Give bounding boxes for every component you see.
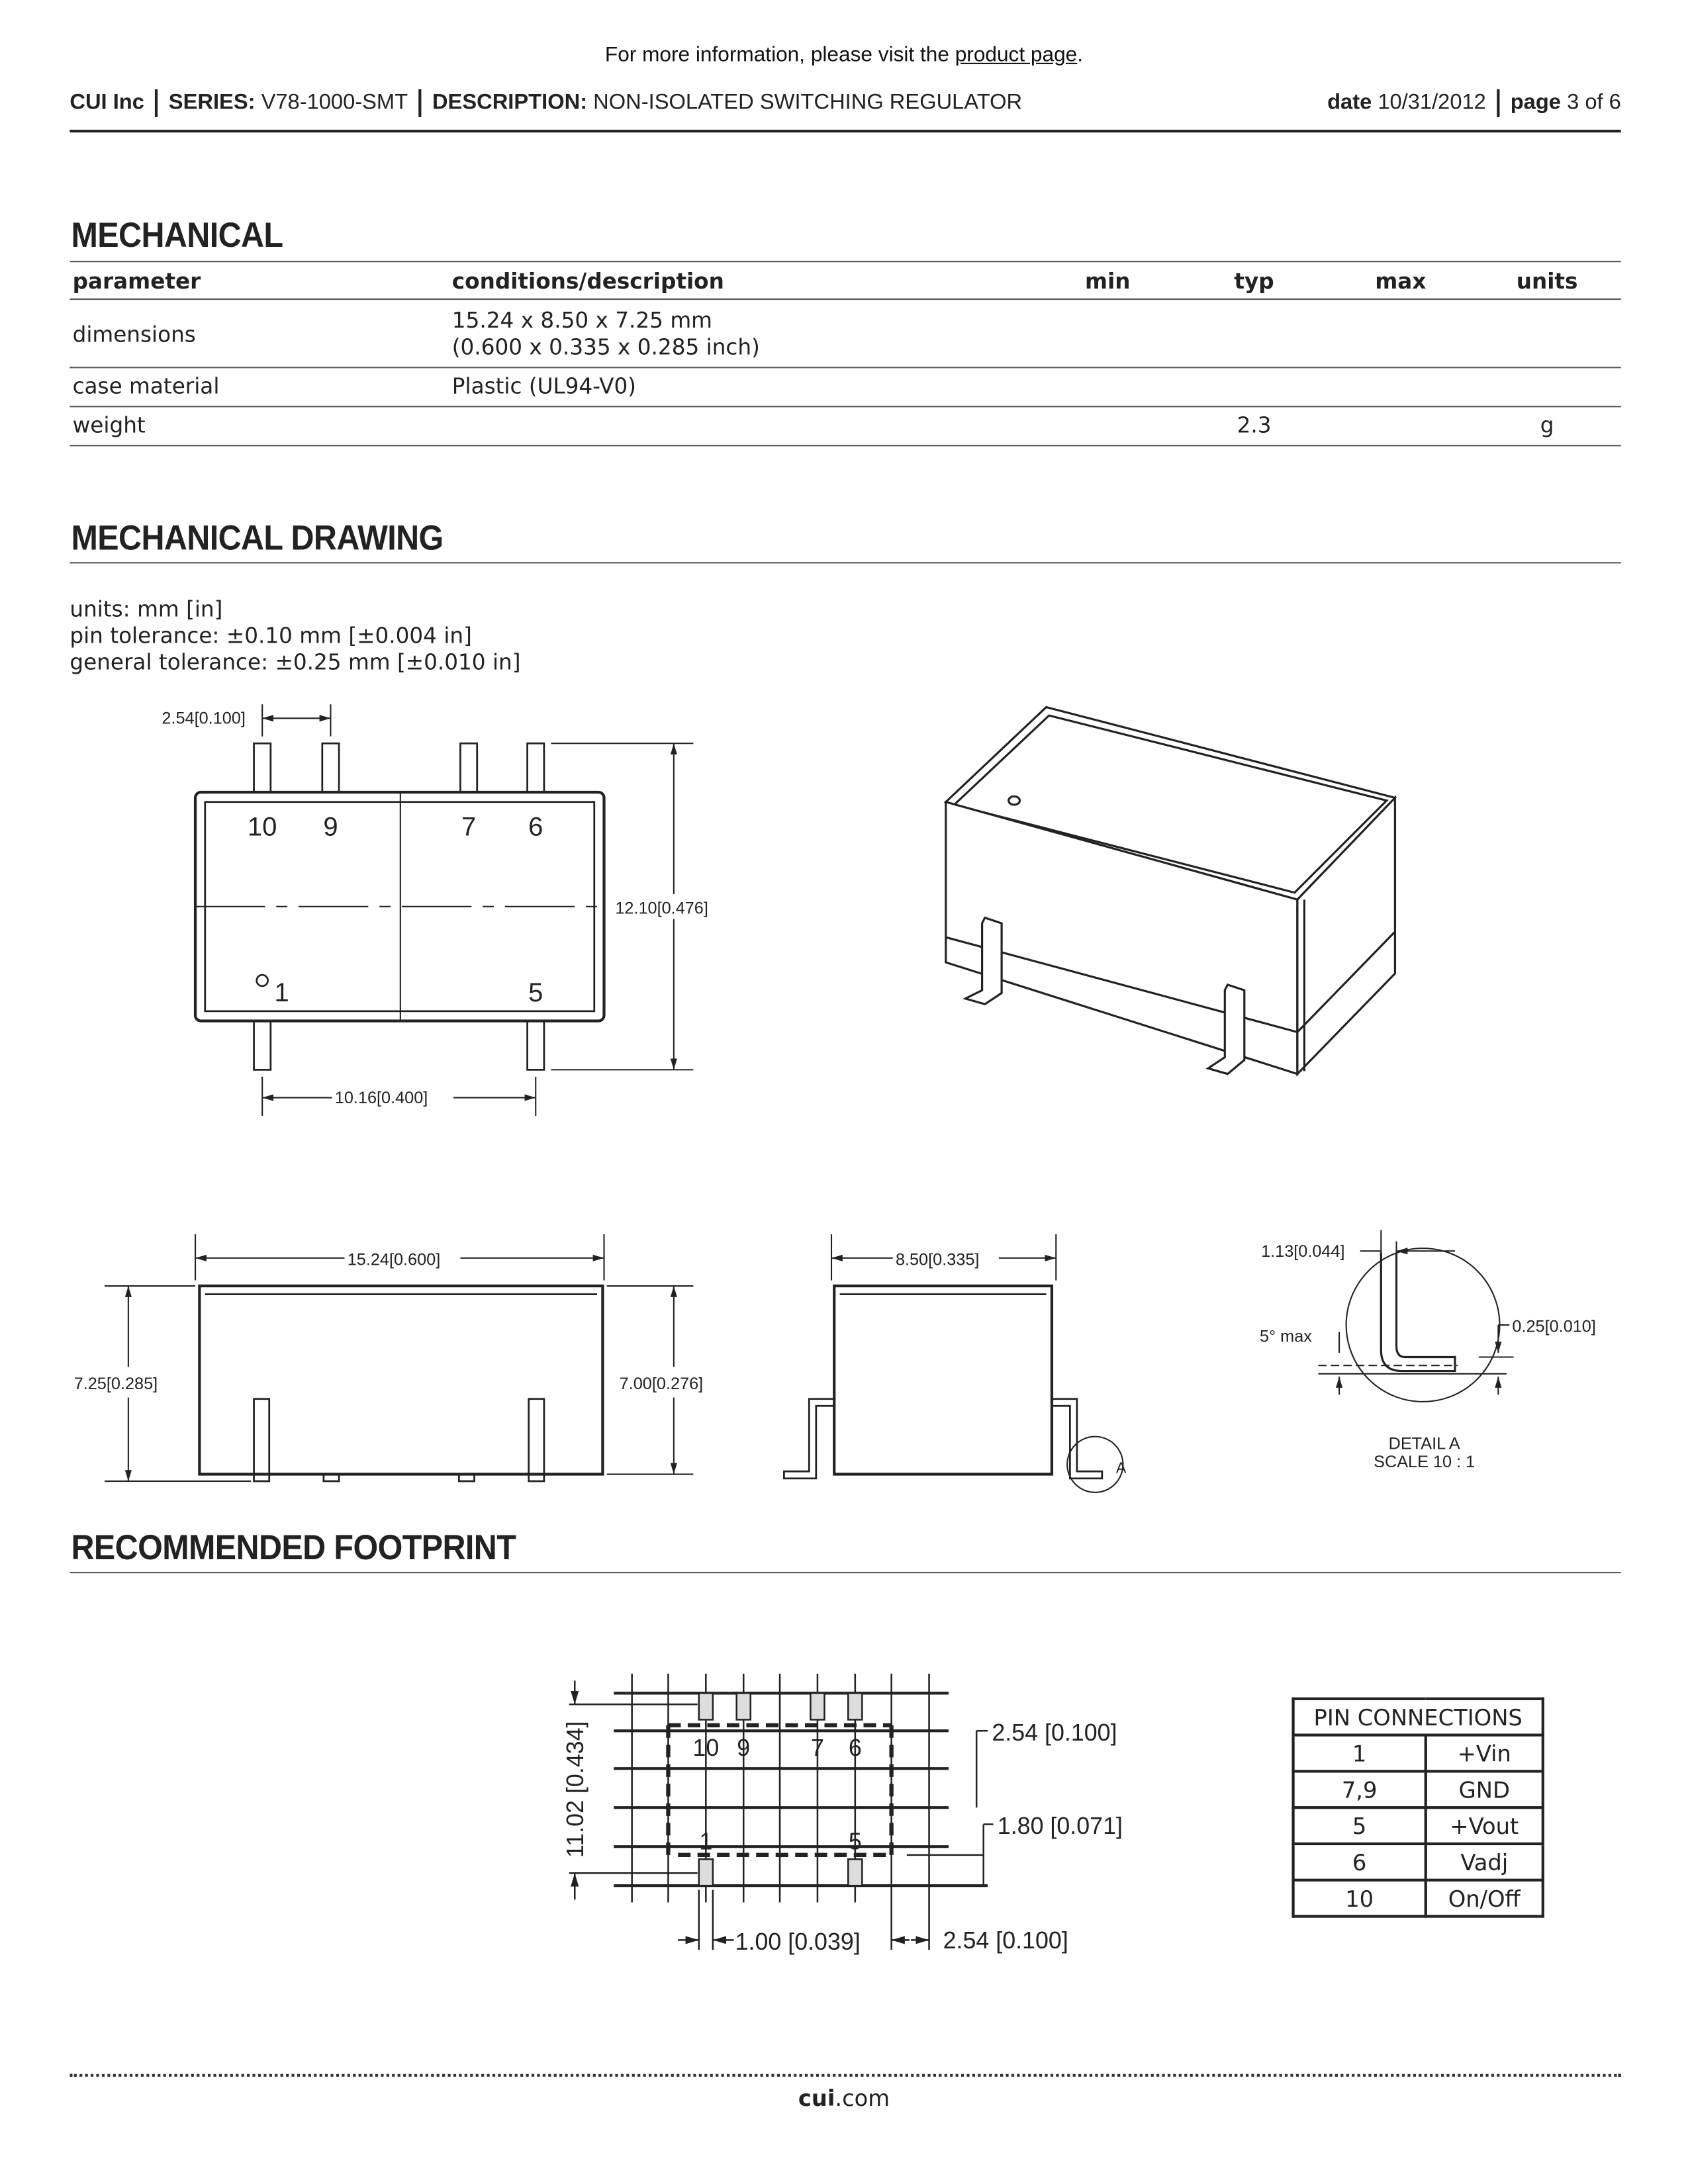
dim-value-in: 0.476 xyxy=(661,899,704,918)
dim-value: 2.54 xyxy=(162,709,195,728)
angle-label: 5° max xyxy=(1259,1327,1312,1346)
pin-label: 1 xyxy=(699,1828,713,1855)
svg-text:8.50[0.335]: 8.50[0.335] xyxy=(895,1250,980,1269)
detail-marker-label: A xyxy=(1115,1459,1127,1477)
pin-label: 9 xyxy=(323,812,338,842)
row-parameter: weight xyxy=(72,412,146,438)
pin-function: On/Off xyxy=(1426,1880,1543,1917)
dim-value: 7.25 xyxy=(73,1374,107,1393)
pin-connections-table xyxy=(1291,1698,1544,1918)
pin-number: 5 xyxy=(1293,1807,1426,1844)
svg-text:1.13[0.044]: 1.13[0.044] xyxy=(1261,1242,1345,1261)
pin1-marker-icon xyxy=(257,975,268,986)
series-label: SERIES: xyxy=(168,91,256,115)
section-title-drawing: MECHANICAL DRAWING xyxy=(71,518,444,558)
dim-value-in: 0.400 xyxy=(381,1088,424,1107)
dim-value: 7.00 xyxy=(619,1374,652,1393)
pin-label: 7 xyxy=(810,1735,824,1762)
footer-domain: .com xyxy=(835,2085,890,2112)
section-title-footprint: RECOMMENDED FOOTPRINT xyxy=(71,1528,516,1568)
dim-value: 10.16 xyxy=(334,1088,377,1107)
dim-value: 1.13 xyxy=(1261,1242,1294,1261)
pin-function: GND xyxy=(1426,1771,1543,1807)
detail-scale: SCALE 10 : 1 xyxy=(1374,1452,1476,1471)
table-row xyxy=(1293,1771,1543,1807)
top-view xyxy=(162,704,708,1116)
svg-text:15.24[0.600]: 15.24[0.600] xyxy=(347,1250,441,1269)
table-row xyxy=(1293,1807,1543,1844)
dim-value: 15.24 xyxy=(347,1250,389,1269)
pin-function: +Vin xyxy=(1426,1735,1543,1772)
note-pin-tolerance: pin tolerance: ±0.10 mm [±0.004 in] xyxy=(70,623,472,649)
footprint-drawing xyxy=(562,1674,1123,1955)
pin-function: +Vout xyxy=(1426,1807,1543,1844)
series-value: V78-1000-SMT xyxy=(261,91,408,115)
pin-label: 6 xyxy=(848,1735,862,1762)
col-header-min: min xyxy=(1085,269,1131,295)
page-value: 3 of 6 xyxy=(1567,91,1621,115)
dim-height-label: 11.02 [0.434] xyxy=(561,1721,588,1858)
company-name: CUI Inc xyxy=(70,91,144,115)
note-general-tolerance: general tolerance: ±0.25 mm [±0.010 in] xyxy=(70,650,521,675)
dim-pad-length-label: 1.80 [0.071] xyxy=(997,1813,1123,1840)
svg-text:0.25[0.010]: 0.25[0.010] xyxy=(1512,1317,1596,1336)
dim-value: 8.50 xyxy=(895,1250,929,1269)
row-typ: 2.3 xyxy=(1237,412,1272,438)
table-row xyxy=(1293,1844,1543,1880)
dim-pitch-label: 2.54 [0.100] xyxy=(943,1927,1068,1954)
row-parameter: dimensions xyxy=(72,322,196,347)
svg-text:2.54[0.100]: 2.54[0.100] xyxy=(162,709,246,728)
pin-number: 10 xyxy=(1293,1880,1426,1917)
dim-pad-width-label: 1.00 [0.039] xyxy=(735,1929,861,1956)
row-parameter: case material xyxy=(72,373,220,399)
pin-number: 6 xyxy=(1293,1844,1426,1880)
note-units: units: mm [in] xyxy=(70,596,223,622)
dim-value: 0.25 xyxy=(1512,1317,1545,1336)
dim-value-in: 0.600 xyxy=(394,1250,436,1269)
row-condition: (0.600 x 0.335 x 0.285 inch) xyxy=(451,334,760,360)
pin-number: 7,9 xyxy=(1293,1771,1426,1807)
info-text: For more information, please visit the xyxy=(604,43,955,68)
pin-number: 1 xyxy=(1293,1735,1426,1772)
pin-function: Vadj xyxy=(1426,1844,1543,1880)
row-condition: Plastic (UL94-V0) xyxy=(451,373,637,399)
detail-a xyxy=(1260,1230,1596,1471)
row-condition: 15.24 x 8.50 x 7.25 mm xyxy=(451,308,712,334)
pin-label: 6 xyxy=(528,812,543,842)
footer-divider xyxy=(70,2074,1620,2077)
pin-label: 10 xyxy=(692,1735,720,1762)
section-title-mechanical: MECHANICAL xyxy=(71,216,283,255)
svg-text:7.25[0.285]: 7.25[0.285] xyxy=(73,1374,158,1393)
pin-table-title: PIN CONNECTIONS xyxy=(1293,1699,1543,1735)
table-row xyxy=(1293,1735,1543,1772)
footer-link[interactable] xyxy=(0,2085,1688,2112)
pin-label: 10 xyxy=(247,812,277,842)
dim-row-pitch-label: 2.54 [0.100] xyxy=(992,1719,1117,1747)
isometric-view xyxy=(946,707,1395,1073)
pin-label: 7 xyxy=(461,812,477,842)
row-units: g xyxy=(1540,412,1554,438)
dim-value: 12.10 xyxy=(615,899,657,918)
rule xyxy=(70,1572,1620,1573)
dim-value-in: 0.335 xyxy=(933,1250,975,1269)
date-value: 10/31/2012 xyxy=(1378,91,1486,115)
col-header-typ: typ xyxy=(1234,269,1274,295)
pin-label: 5 xyxy=(848,1828,862,1855)
pin-label: 1 xyxy=(274,978,289,1008)
side-view xyxy=(74,1234,703,1481)
footer-brand: cui xyxy=(798,2085,835,2112)
pin-label: 9 xyxy=(737,1735,751,1762)
svg-text:10.16[0.400]: 10.16[0.400] xyxy=(334,1088,428,1107)
dim-value-in: 0.276 xyxy=(656,1374,699,1393)
col-header-parameter: parameter xyxy=(72,269,201,295)
svg-text:12.10[0.476]: 12.10[0.476] xyxy=(615,899,708,918)
dim-value-in: 0.044 xyxy=(1298,1242,1340,1261)
table-row xyxy=(1293,1880,1543,1917)
product-page-link[interactable]: product page xyxy=(955,43,1078,68)
info-suffix: . xyxy=(1077,43,1084,68)
description-label: DESCRIPTION: xyxy=(432,91,588,115)
end-view xyxy=(784,1234,1127,1492)
svg-text:7.00[0.276]: 7.00[0.276] xyxy=(619,1374,704,1393)
col-header-max: max xyxy=(1375,269,1427,295)
page-label: page xyxy=(1510,91,1561,115)
col-header-conditions: conditions/description xyxy=(451,269,724,295)
col-header-units: units xyxy=(1516,269,1578,295)
detail-caption: DETAIL A xyxy=(1388,1434,1460,1453)
dim-value-in: 0.285 xyxy=(111,1374,154,1393)
pin-label: 5 xyxy=(528,978,543,1008)
description-value: NON-ISOLATED SWITCHING REGULATOR xyxy=(593,91,1023,115)
dim-value-in: 0.100 xyxy=(199,709,241,728)
date-label: date xyxy=(1327,91,1372,115)
dim-value-in: 0.010 xyxy=(1549,1317,1591,1336)
